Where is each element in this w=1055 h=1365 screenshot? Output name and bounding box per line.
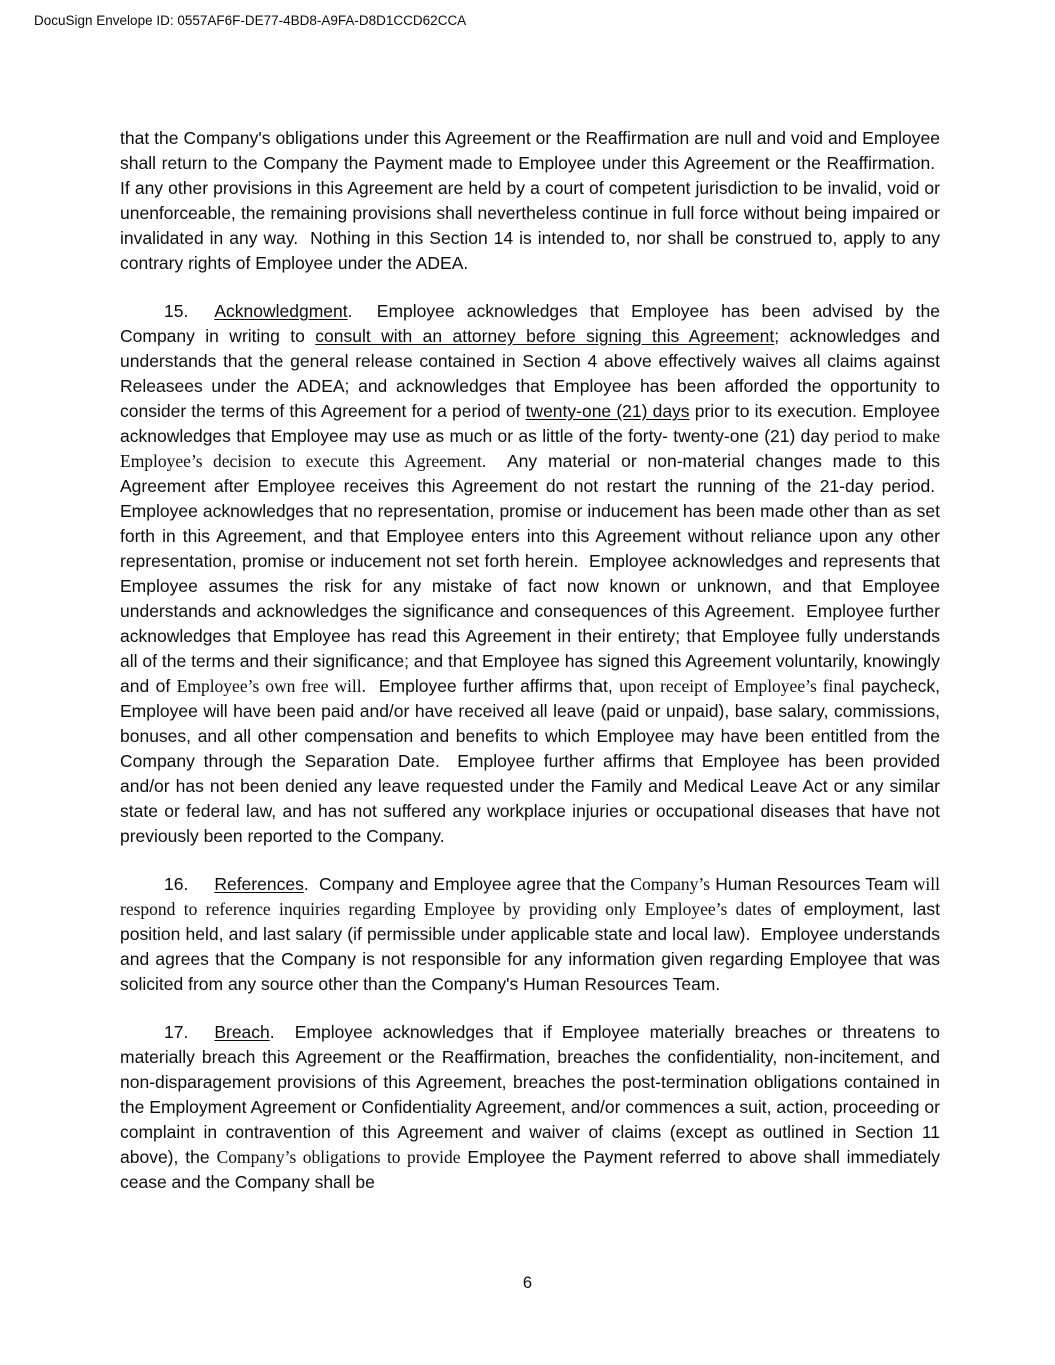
text-run: that the Company's obligations under this Agreement or the Reaffirmation are null and void and Employee shall return to the Company the Payment made to Employee under this Agreement or the Reaffirmation. If any other provisions in this Agreement are held by a court of competent jurisdiction to be invalid, void or unenforceable, the remaining provisions shall nevertheless continue in full force without being impaired or invalidated in any way. Nothing in this Section 14 is intended to, nor shall be construed to, apply to any contrary rights of Employee under the ADEA. — [120, 128, 940, 273]
underlined-text: References — [214, 874, 304, 894]
text-run: . Employee acknowledges that if Employee materially breaches or threatens to materially breach this Agreement or the Reaffirmation, breaches the confidentiality, non-incitement, and non-disparagement provisions of this Agreement, breaches the post-termination obligations contained in the Employment Agreement or Confidentiality Agreement, and/or commences a suit, action, proceeding or complaint in contravention of this Agreement and waiver of claims (except as outlined in Section 11 above), the — [120, 1022, 940, 1167]
serif-text-run: period to make Employee’s decision to execute this Agreement. — [120, 426, 940, 471]
text-run: Human Resources Team — [710, 874, 909, 894]
text-run: prior to its execution. Employee acknowledges that Employee may use as much or as little of the forty- twenty-one (21) day — [120, 401, 940, 446]
text-run: Employee the Payment referred to above shall immediately cease and the Company shall be — [120, 1147, 941, 1192]
text-run: 15. — [164, 301, 189, 321]
underlined-text: twenty-one (21) days — [525, 401, 690, 421]
text-run: Employee further affirms that, — [366, 676, 620, 696]
underlined-text: consult with an attorney before signing this Agreement — [315, 326, 775, 346]
text-run: of employment, last position held, and last salary (if permissible under applicable state and local law). Employee understands and agrees that the Company is not responsible for any information given regarding Employee that was solicited from any source other than the Company's Human Resources Team. — [120, 899, 940, 994]
text-run: ; acknowledges and understands that the general release contained in Section 4 above effectively waives all claims against Releasees under the ADEA; and acknowledges that Employee has been afforded the opportunity to consider the terms of this Agreement for a period of — [120, 326, 940, 421]
text-run: paycheck, Employee will have been paid and/or have received all leave (paid or unpaid), base salary, commissions, bonuses, and all other compensation and benefits to which Employee may have been entitled from the Company through the Separation Date. Employee further affirms that Employee has been provided and/or has not been denied any leave requested under the Family and Medical Leave Act or any similar state or federal law, and has not suffered any workplace injuries or occupational diseases that have not previously been reported to the Company. — [120, 676, 940, 846]
page-number: 6 — [522, 1274, 533, 1292]
serif-text-run: Employee’s own free will. — [176, 676, 366, 696]
section-14-continuation-paragraph — [120, 126, 940, 276]
text-run: . Company and Employee agree that the — [303, 874, 631, 894]
serif-text-run: Company’s obligations to provide — [216, 1147, 461, 1167]
text-run: 17. — [164, 1022, 189, 1042]
section-16-references-paragraph — [120, 872, 940, 997]
section-17-breach-paragraph — [120, 1020, 940, 1195]
document-body — [120, 126, 940, 1218]
text-run: 16. — [164, 874, 189, 894]
serif-text-run: Company’s — [630, 874, 711, 894]
section-15-acknowledgment-paragraph — [120, 299, 940, 849]
text-run: Any material or non-material changes made to this Agreement after Employee receives this Agreement do not restart the running of the 21-day period. Employee acknowledges that no representation, promise or inducement has been made other than as set forth in this Agreement, and that Employee enters into this Agreement without reliance upon any other representation, promise or inducement not set forth herein. Employee acknowledges and represents that Employee assumes the risk for any mistake of fact now known or unknown, and that Employee understands and acknowledges the significance and consequences of this Agreement. Employee further acknowledges that Employee has read this Agreement in their entirety; that Employee fully understands all of the terms and their significance; and that Employee has signed this Agreement voluntarily, knowingly and of — [120, 451, 940, 696]
underlined-text: Breach — [214, 1022, 270, 1042]
docusign-envelope-id: DocuSign Envelope ID: 0557AF6F-DE77-4BD8-A9FA-D8D1CCD62CCA — [34, 13, 467, 28]
serif-text-run: will respond to reference inquiries regarding Employee by providing only Employee’s dates — [120, 874, 940, 919]
text-run: . Employee acknowledges that Employee has been advised by the Company in writing to — [120, 301, 940, 346]
serif-text-run: upon receipt of Employee’s final — [619, 676, 855, 696]
underlined-text: Acknowledgment — [214, 301, 348, 321]
